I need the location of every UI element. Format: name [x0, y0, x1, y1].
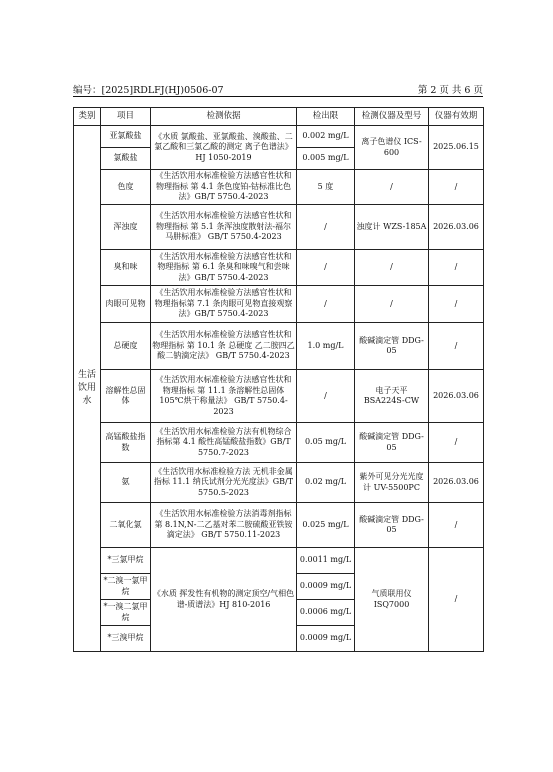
basis-cell: 《生活饮用水标准检验方法 无机非金属指标 11.1 纳氏试剂分光光度法》GB/T 5750.5-2023 — [151, 463, 297, 503]
basis-cell: 《生活饮用水标准检验方法感官性状和物理指标 第 5.1 条浑浊度散射法-福尔马肼标准》 GB/T 5750.4-2023 — [151, 205, 297, 250]
limit-cell: 0.0009 mg/L — [297, 626, 355, 652]
table-row — [74, 323, 484, 370]
item-cell: 肉眼可见物 — [101, 286, 151, 323]
limit-cell: / — [297, 286, 355, 323]
limit-cell: 1.0 mg/L — [297, 323, 355, 370]
instrument-cell: 酸碱滴定管 DDG-05 — [355, 323, 429, 370]
limit-cell: / — [297, 205, 355, 250]
limit-cell: 0.002 mg/L — [297, 126, 355, 148]
category-cell: 生活饮用水 — [74, 126, 101, 652]
table-row — [74, 503, 484, 548]
validity-cell: / — [429, 548, 484, 652]
basis-cell: 《生活饮用水标准检验方法感官性状和物理指标 第 6.1 条臭和味嗅气和尝味法》GB/T 5750.4-2023 — [151, 250, 297, 286]
instrument-cell: 酸碱滴定管 DDG-05 — [355, 503, 429, 548]
item-cell: 总硬度 — [101, 323, 151, 370]
validity-cell: / — [429, 323, 484, 370]
report-number: 编号：[2025]RDLFJ(HJ)0506-07 — [73, 85, 224, 96]
col-category: 类别 — [74, 108, 101, 126]
basis-cell: 《生活饮用水标准检验方法感官性状和物理指标 第 4.1 条色度铂-钴标准比色法》GB/T 5750.4-2023 — [151, 170, 297, 205]
item-cell: 亚氯酸盐 — [101, 126, 151, 148]
method-table — [73, 107, 484, 652]
page-header — [73, 82, 483, 94]
validity-cell: 2026.03.06 — [429, 463, 484, 503]
item-cell: *三氯甲烷 — [101, 548, 151, 574]
item-cell: 臭和味 — [101, 250, 151, 286]
basis-cell: 《水质 氯酸盐、亚氯酸盐、溴酸盐、二氯乙酸和三氯乙酸的测定 离子色谱法》 HJ 1050-2019 — [151, 126, 297, 170]
limit-cell: 0.0009 mg/L — [297, 574, 355, 600]
limit-cell: / — [297, 370, 355, 423]
table-row — [74, 370, 484, 423]
validity-cell: / — [429, 250, 484, 286]
item-cell: 氯酸盐 — [101, 148, 151, 170]
col-validity: 仪器有效期 — [429, 108, 484, 126]
basis-cell: 《生活饮用水标准检验方法感官性状和物理指标第 7.1 条肉眼可见物直接观察法》GB/T 5750.4-2023 — [151, 286, 297, 323]
limit-cell: 0.02 mg/L — [297, 463, 355, 503]
table-row — [74, 205, 484, 250]
instrument-cell: / — [355, 170, 429, 205]
table-row — [74, 250, 484, 286]
basis-cell: 《生活饮用水标准检验方法消毒剂指标第 8.1N,N-二乙基对苯二胺硫酸亚铁铵滴定法》 GB/T 5750.11-2023 — [151, 503, 297, 548]
table-row — [74, 126, 484, 148]
basis-cell: 《生活饮用水标准检验方法感官性状和物理指标 第 10.1 条 总硬度 乙二胺四乙酸二钠滴定法》 GB/T 5750.4-2023 — [151, 323, 297, 370]
table-header-row — [74, 108, 484, 126]
table-row — [74, 463, 484, 503]
validity-cell: 2026.03.06 — [429, 205, 484, 250]
limit-cell: 0.025 mg/L — [297, 503, 355, 548]
item-cell: 二氧化氯 — [101, 503, 151, 548]
validity-cell: 2026.03.06 — [429, 370, 484, 423]
limit-cell: 0.005 mg/L — [297, 148, 355, 170]
instrument-cell: 酸碱滴定管 DDG-05 — [355, 423, 429, 463]
item-cell: 高锰酸盐指数 — [101, 423, 151, 463]
col-item: 项目 — [101, 108, 151, 126]
item-cell: 色度 — [101, 170, 151, 205]
item-cell: *三溴甲烷 — [101, 626, 151, 652]
instrument-cell: 电子天平 BSA224S-CW — [355, 370, 429, 423]
item-cell: 氨 — [101, 463, 151, 503]
validity-cell: / — [429, 170, 484, 205]
limit-cell: 0.0011 mg/L — [297, 548, 355, 574]
item-cell: 溶解性总固体 — [101, 370, 151, 423]
limit-cell: 0.0006 mg/L — [297, 600, 355, 626]
instrument-cell: / — [355, 286, 429, 323]
table-row — [74, 423, 484, 463]
instrument-cell: / — [355, 250, 429, 286]
validity-cell: / — [429, 503, 484, 548]
table-row — [74, 170, 484, 205]
validity-cell: / — [429, 423, 484, 463]
col-limit: 检出限 — [297, 108, 355, 126]
table-row — [74, 286, 484, 323]
instrument-cell: 离子色谱仪 ICS-600 — [355, 126, 429, 170]
limit-cell: 5 度 — [297, 170, 355, 205]
header-divider — [73, 96, 483, 97]
item-cell: 浑浊度 — [101, 205, 151, 250]
instrument-cell: 气质联用仪 ISQ7000 — [355, 548, 429, 652]
basis-cell: 《生活饮用水标准检验方法感官性状和物理指标 第 11.1 条溶解性总固体 105℃烘干称量法》 GB/T 5750.4-2023 — [151, 370, 297, 423]
col-basis: 检测依据 — [151, 108, 297, 126]
basis-cell: 《生活饮用水标准检验方法有机物综合指标第 4.1 酸性高锰酸盐指数》GB/T 5750.7-2023 — [151, 423, 297, 463]
col-instrument: 检测仪器及型号 — [355, 108, 429, 126]
basis-cell: 《水质 挥发性有机物的测定顶空/气相色谱-质谱法》HJ 810-2016 — [151, 548, 297, 652]
validity-cell: 2025.06.15 — [429, 126, 484, 170]
item-cell: *一溴二氯甲烷 — [101, 600, 151, 626]
page-info: 第 2 页 共 6 页 — [417, 85, 483, 96]
item-cell: *二溴一氯甲烷 — [101, 574, 151, 600]
instrument-cell: 浊度计 WZS-185A — [355, 205, 429, 250]
instrument-cell: 紫外可见分光光度计 UV-5500PC — [355, 463, 429, 503]
validity-cell: / — [429, 286, 484, 323]
limit-cell: 0.05 mg/L — [297, 423, 355, 463]
limit-cell: / — [297, 250, 355, 286]
table-row — [74, 548, 484, 574]
